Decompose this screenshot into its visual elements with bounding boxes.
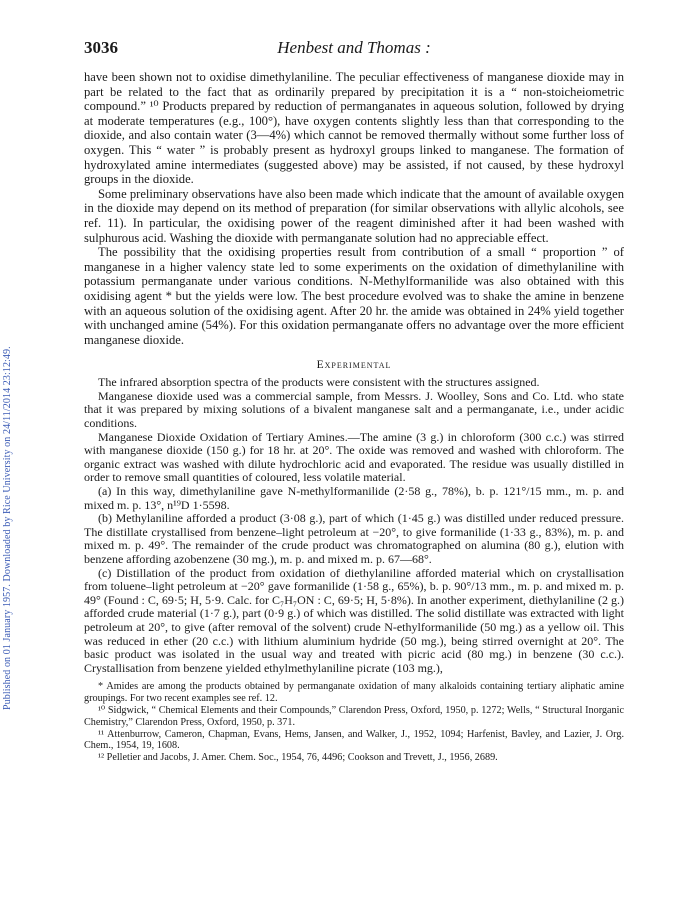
experimental-paragraph: (a) In this way, dimethylaniline gave N-methylformanilide (2·58 g., 78%), b. p. 121°/15 mm., m. p. and mixed m. p. 13°, n¹⁹D 1·5598.: [84, 484, 624, 512]
download-watermark: Published on 01 January 1957. Downloaded by Rice University on 24/11/2014 23:12:49.: [2, 346, 13, 710]
page-number: 3036: [84, 38, 118, 57]
page-header: [84, 38, 624, 66]
experimental-section: [84, 376, 624, 675]
footnote: ¹¹ Attenburrow, Cameron, Chapman, Evans, Hems, Jansen, and Walker, J., 1952, 1094; Harfenist, Bavley, and Lazier, J. Org. Chem., 1954, 19, 1608.: [84, 728, 624, 752]
footnote: * Amides are among the products obtained by permanganate oxidation of many alkaloids containing tertiary aliphatic amine groupings. For two recent examples see ref. 12.: [84, 681, 624, 705]
experimental-paragraph: Manganese Dioxide Oxidation of Tertiary Amines.—The amine (3 g.) in chloroform (300 c.c.) was stirred with manganese dioxide (150 g.) for 18 hr. at 20°. The oxide was removed and washed with chloroform. The organic extract was washed with dilute hydrochloric acid and evaporated. The residue was usually distilled in order to remove small quantities of coloured, less volatile material.: [84, 429, 624, 485]
journal-page: [84, 38, 624, 764]
section-title: Experimental: [316, 359, 392, 372]
footnotes: [84, 681, 624, 764]
body-paragraph: Some preliminary observations have also been made which indicate that the amount of available oxygen in the dioxide may depend on its method of preparation (for similar observations with allylic alcohols, see ref. 11). In particular, the oxidising power of the reagent diminished after it had been washed with sulphurous acid. Washing the dioxide with permanganate solution had no appreciable effect.: [84, 186, 624, 245]
experimental-paragraph: (c) Distillation of the product from oxidation of diethylaniline afforded material which on crystallisation from toluene–light petroleum at −20° gave formanilide (1·58 g., 65%), b. p. 90°/13 mm., m. p. and mixed m. p. 49° (Found : C, 69·5; H, 5·9. Calc. for C₇H₇ON : C, 69·5; H, 5·8%). In another experiment, diethylaniline (2 g.) afforded crude material (1·7 g.), part (0·9 g.) of which was distilled. The solid distillate was extracted with light petroleum at 20°, to give (after removal of the solvent) crude N-ethylformanilide (50 mg.) as a yellow oil. This was reduced in ether (20 c.c.) with lithium aluminium hydride (50 mg.), being stirred overnight at 20°. The basic product was isolated in the usual way and treated with picric acid (80 mg.) in benzene (30 c.c.). Crystallisation from benzene yielded ethylmethylaniline picrate (103 mg.),: [84, 565, 624, 675]
body-paragraph: The possibility that the oxidising properties result from contribution of a small “ proportion ” of manganese in a higher valency state led to some experiments on the oxidation of dimethylaniline with potassium permanganate under various conditions. N-Methylformanilide was also obtained with this oxidising agent * but the yields were low. The best procedure evolved was to shake the amine in benzene with an aqueous solution of the oxidising agent. After 20 hr. the amide was obtained in 24% yield together with unchanged amine (54%). For this oxidation permanganate offers no advantage over the more efficient manganese dioxide.: [84, 245, 624, 347]
running-head: Henbest and Thomas :: [277, 38, 431, 57]
footnote: ¹² Pelletier and Jacobs, J. Amer. Chem. Soc., 1954, 76, 4496; Cookson and Trevett, J., 1956, 2689.: [98, 752, 498, 764]
footnote: ¹⁰ Sidgwick, “ Chemical Elements and their Compounds,” Clarendon Press, Oxford, 1950, p. 1272; Wells, “ Structural Inorganic Chemistry,” Clarendon Press, Oxford, 1950, p. 371.: [84, 704, 624, 728]
body-paragraph: have been shown not to oxidise dimethylaniline. The peculiar effectiveness of manganese dioxide may in part be related to the fact that as ordinarily prepared by precipitation it is a “ non-stoicheiometric compound.” ¹⁰ Products prepared by reduction of permanganates in aqueous solution, followed by drying at moderate temperatures (e.g., 100°), have oxygen contents slightly less than that corresponding to the dioxide, and also contain water (3—4%) which cannot be removed thermally without some further loss of oxygen. This “ water ” is probably present as hydroxyl groups linked to manganese. The formation of hydroxylated amine intermediates (suggested above) may be assisted, if not caused, by these hydroxyl groups in the dioxide.: [84, 70, 624, 187]
experimental-paragraph: The infrared absorption spectra of the products were consistent with the structures assigned.: [98, 375, 540, 390]
experimental-paragraph: (b) Methylaniline afforded a product (3·08 g.), part of which (1·45 g.) was distilled under reduced pressure. The distillate crystallised from benzene–light petroleum at −20°, to give formanilide (1·33 g., 83%), m. p. and mixed m. p. 49°. The remainder of the crude product was chromatographed on alumina (80 g.), elution with benzene affording azobenzene (30 mg.), m. p. and mixed m. p. 67—68°.: [84, 511, 624, 566]
experimental-paragraph: Manganese dioxide used was a commercial sample, from Messrs. J. Woolley, Sons and Co. Ltd. who state that it was prepared by mixing solutions of a bivalent manganese salt and a permanganate, i.e., under acidic conditions.: [84, 388, 624, 431]
intro-section: [84, 70, 624, 347]
